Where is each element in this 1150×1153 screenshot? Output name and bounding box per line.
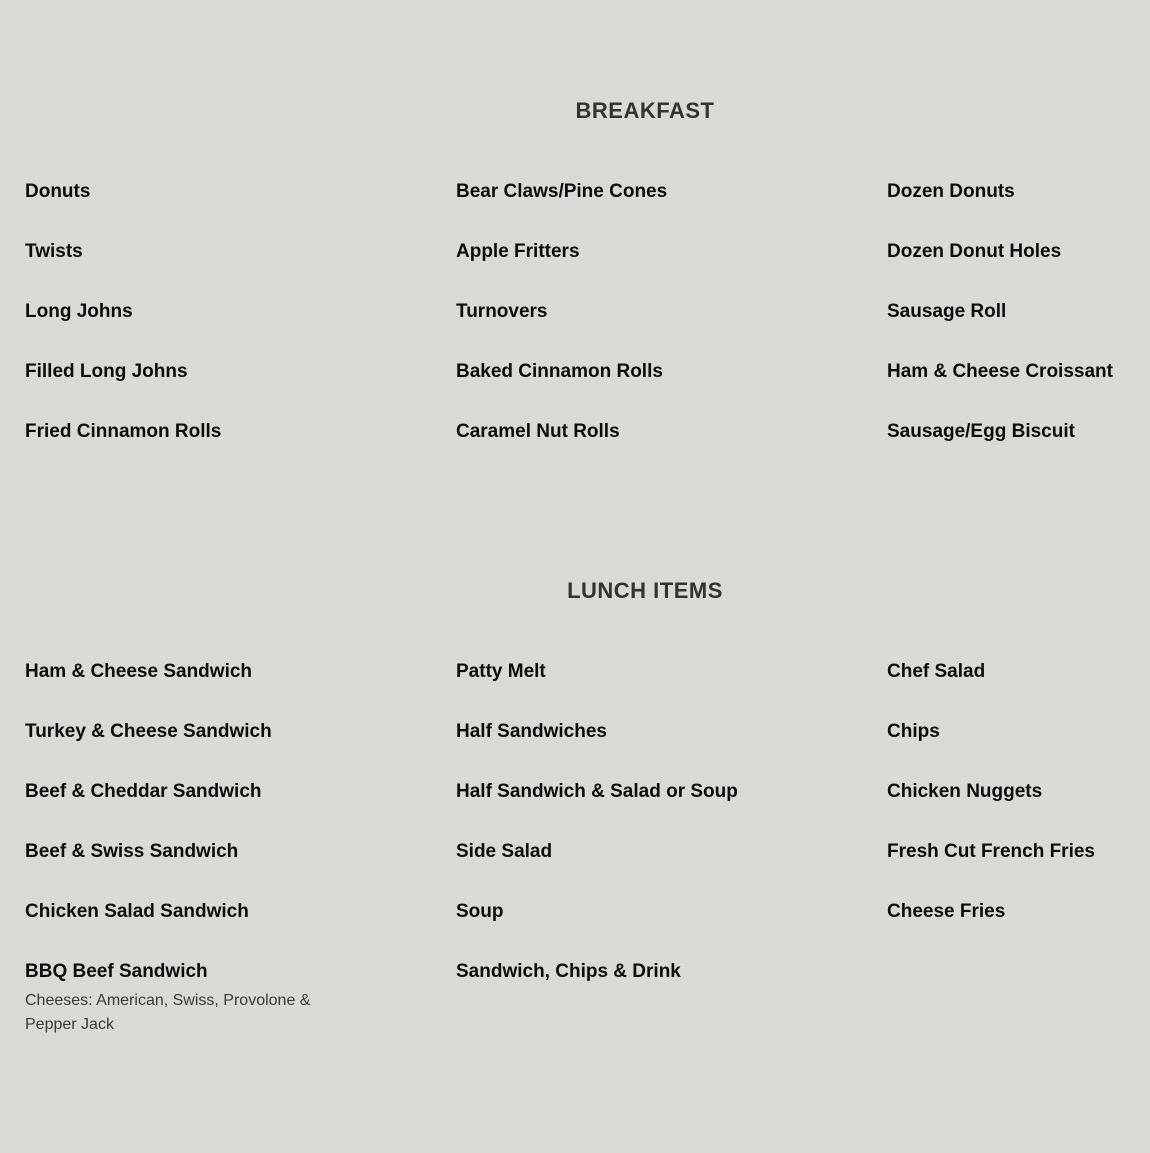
- menu-item: Soup: [456, 901, 504, 922]
- menu-item: Bear Claws/Pine Cones: [456, 181, 668, 202]
- lunch-column-2: [456, 661, 856, 1021]
- menu-item: Fresh Cut French Fries: [887, 841, 1095, 862]
- breakfast-title: BREAKFAST: [575, 98, 715, 123]
- menu-item: Half Sandwiches: [456, 721, 607, 742]
- menu-item: Patty Melt: [456, 661, 546, 682]
- menu-item: Side Salad: [456, 841, 553, 862]
- menu-item: Sausage/Egg Biscuit: [887, 421, 1075, 442]
- menu-item: Beef & Cheddar Sandwich: [25, 781, 262, 802]
- menu-item: Ham & Cheese Croissant: [887, 361, 1113, 382]
- menu-item: Twists: [25, 241, 83, 262]
- menu-item: Dozen Donut Holes: [887, 241, 1062, 262]
- menu-item: Sausage Roll: [887, 301, 1007, 322]
- menu-item: Half Sandwich & Salad or Soup: [456, 781, 738, 802]
- menu-item: Filled Long Johns: [25, 361, 188, 382]
- lunch-column-1: [25, 661, 425, 1037]
- menu-item: Baked Cinnamon Rolls: [456, 361, 663, 382]
- menu-item: Cheese Fries: [887, 901, 1006, 922]
- menu-item: Dozen Donuts: [887, 181, 1015, 202]
- menu-item: Turnovers: [456, 301, 548, 322]
- menu-item: Fried Cinnamon Rolls: [25, 421, 222, 442]
- menu-item: Chicken Nuggets: [887, 781, 1043, 802]
- breakfast-column-2: [456, 181, 856, 481]
- lunch-column-3: [887, 661, 1147, 961]
- menu-item: Sandwich, Chips & Drink: [456, 961, 681, 982]
- menu-item: Chips: [887, 721, 940, 742]
- menu-item: Caramel Nut Rolls: [456, 421, 620, 442]
- menu-item: Turkey & Cheese Sandwich: [25, 721, 272, 742]
- menu-item: Chef Salad: [887, 661, 986, 682]
- breakfast-column-1: [25, 181, 425, 481]
- menu-item: Apple Fritters: [456, 241, 580, 262]
- menu-item: Donuts: [25, 181, 91, 202]
- menu-item: Beef & Swiss Sandwich: [25, 841, 239, 862]
- breakfast-column-3: [887, 181, 1147, 481]
- menu-item: Ham & Cheese Sandwich: [25, 661, 253, 682]
- menu-item: Chicken Salad Sandwich: [25, 901, 249, 922]
- cheese-options-note: Cheeses: American, Swiss, Provolone & Pepper Jack: [25, 992, 311, 1033]
- menu-item: Long Johns: [25, 301, 133, 322]
- menu-item: [25, 961, 425, 1037]
- lunch-title: LUNCH ITEMS: [567, 578, 723, 603]
- menu-item-label: BBQ Beef Sandwich: [25, 961, 208, 982]
